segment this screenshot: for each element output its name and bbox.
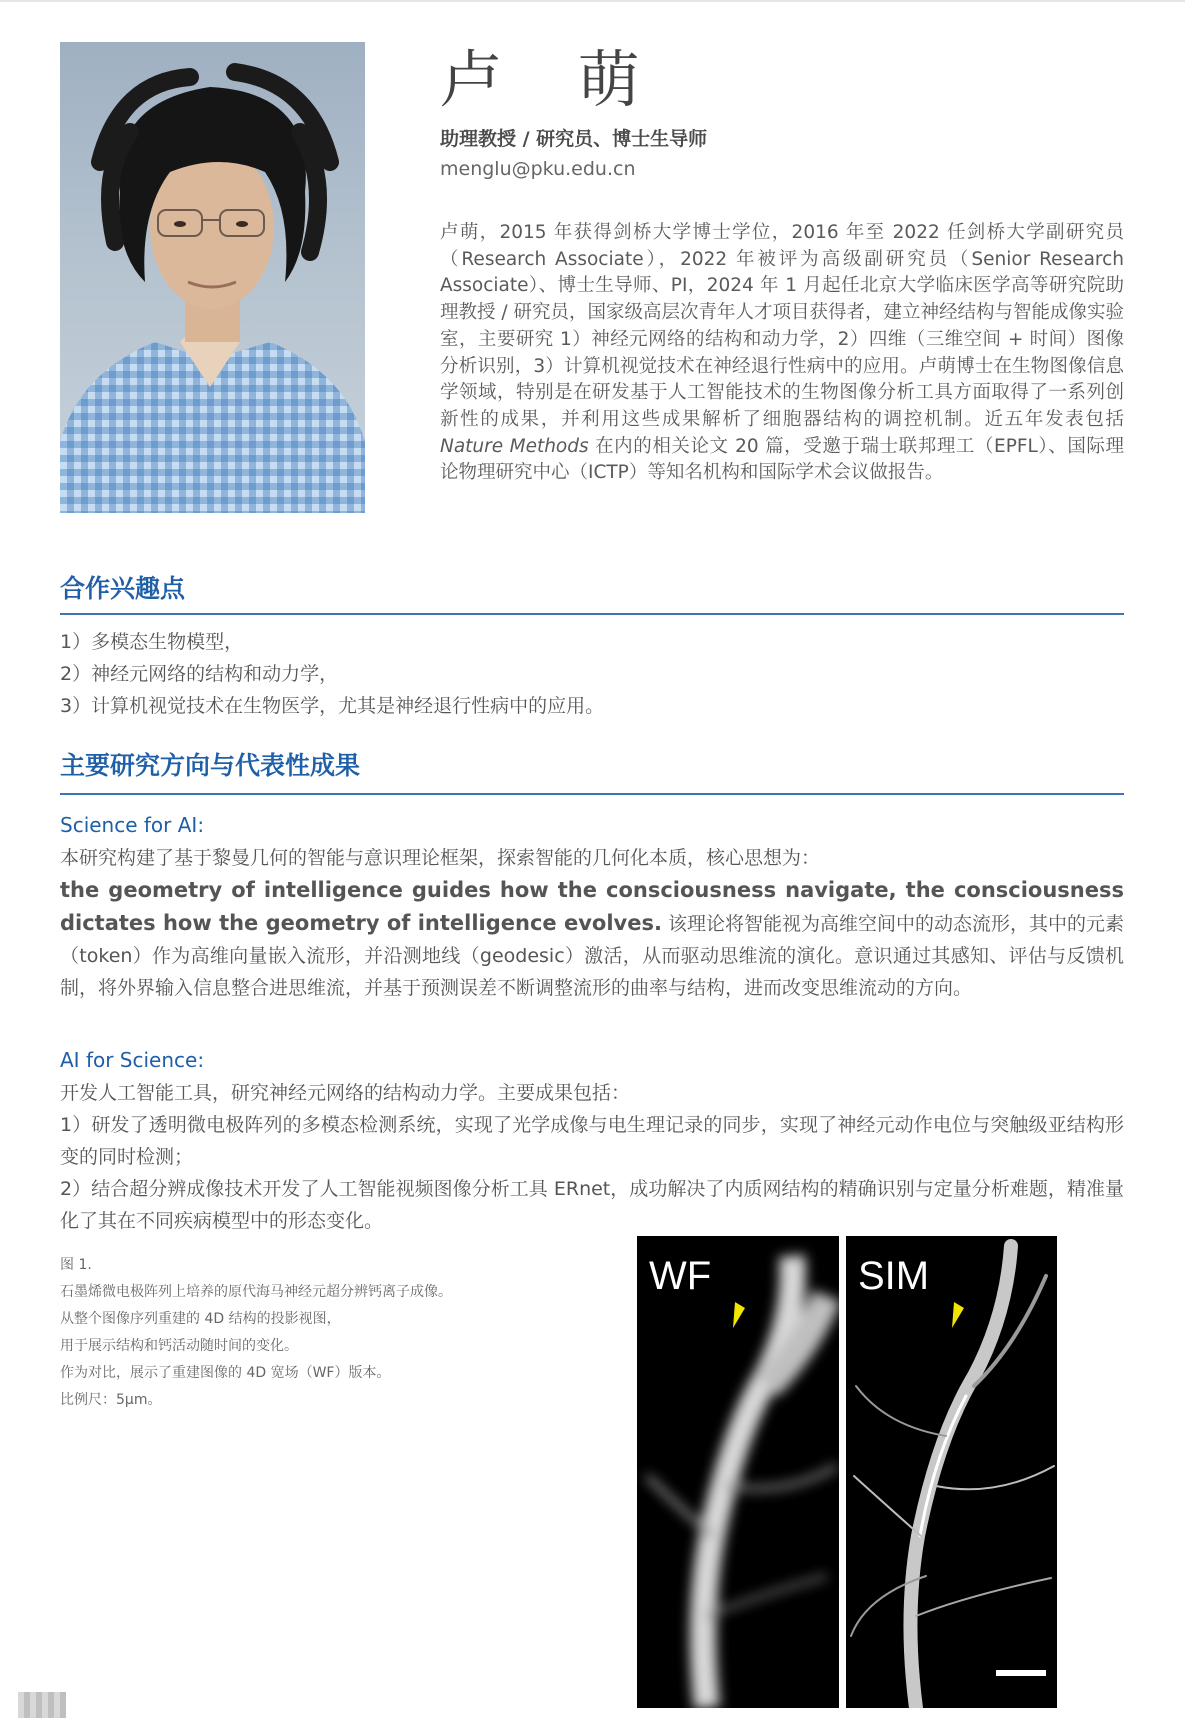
panel-label-wf: WF bbox=[649, 1254, 712, 1298]
collaboration-heading: 合作兴趣点 bbox=[60, 574, 186, 603]
profile-bio bbox=[440, 220, 1124, 487]
caption-line: 用于展示结构和钙活动随时间的变化。 bbox=[60, 1338, 298, 1354]
profile-title: 助理教授 / 研究员、博士生导师 bbox=[440, 128, 708, 150]
collaboration-item: 1）多模态生物模型， bbox=[60, 631, 244, 653]
figure-panel-wf bbox=[637, 1236, 839, 1708]
ai-for-science-intro: 开发人工智能工具，研究神经元网络的结构动力学。主要成果包括： bbox=[60, 1082, 631, 1104]
caption-line: 石墨烯微电极阵列上培养的原代海马神经元超分辨钙离子成像。 bbox=[60, 1284, 452, 1300]
collaboration-rule bbox=[60, 613, 1124, 615]
research-rule bbox=[60, 793, 1124, 795]
collaboration-item: 3）计算机视觉技术在生物医学，尤其是神经退行性病中的应用。 bbox=[60, 695, 605, 717]
profile-photo bbox=[60, 42, 365, 513]
panel-label-sim: SIM bbox=[858, 1254, 930, 1298]
science-for-ai-label: Science for AI: bbox=[60, 813, 205, 837]
ai-for-science-item: 1）研发了透明微电极阵列的多模态检测系统，实现了光学成像与电生理记录的同步，实现了神经元动作电位与突触级亚结构形变的同时检测； bbox=[60, 1114, 1124, 1168]
caption-line: 从整个图像序列重建的 4D 结构的投影视图， bbox=[60, 1311, 341, 1327]
profile-name: 卢 萌 bbox=[440, 43, 668, 116]
bio-journal-name: Nature Methods bbox=[440, 435, 589, 457]
science-for-ai-core-idea: the geometry of intelligence guides how the consciousness navigate, the consciousness dictates how the geometry of intelligence evolves. bbox=[60, 878, 1124, 935]
research-heading: 主要研究方向与代表性成果 bbox=[60, 751, 361, 780]
caption-line: 图 1. bbox=[60, 1257, 92, 1273]
caption-line: 比例尺：5μm。 bbox=[60, 1392, 162, 1408]
profile-email: menglu@pku.edu.cn bbox=[440, 158, 636, 180]
bio-text-part1: 卢萌，2015 年获得剑桥大学博士学位，2016 年至 2022 任剑桥大学副研究员（Research Associate），2022 年被评为高级副研究员（Senior Research Associate）、博士生导师、PI，2024 年 1 月起任北京大学临床医学高等研究院助理教授 / 研究员，国家级高层次青年人才项目获得者，建立神经结构与智能成像实验室，主要研究 1）神经元网络的结构和动力学，2）四维（三维空间 + 时间）图像分析识别，3）计算机视觉技术在神经退行性病中的应用。卢萌博士在生物图像信息学领域，特别是在研发基于人工智能技术的生物图像分析工具方面取得了一系列创新性的成果，并利用这些成果解析了细胞器结构的调控机制。近五年发表包括 bbox=[440, 222, 1124, 430]
caption-line: 作为对比，展示了重建图像的 4D 宽场（WF）版本。 bbox=[60, 1365, 391, 1381]
ai-for-science-item: 2）结合超分辨成像技术开发了人工智能视频图像分析工具 ERnet，成功解决了内质网结构的精确识别与定量分析难题，精准量化了其在不同疾病模型中的形态变化。 bbox=[60, 1178, 1124, 1232]
science-for-ai-body bbox=[60, 874, 1124, 1004]
collaboration-item: 2）神经元网络的结构和动力学， bbox=[60, 663, 339, 685]
science-for-ai-text: 该理论将智能视为高维空间中的动态流形，其中的元素（token）作为高维向量嵌入流形，并沿测地线（geodesic）激活，从而驱动思维流的演化。意识通过其感知、评估与反馈机制，将外界输入信息整合进思维流，并基于预测误差不断调整流形的曲率与结构，进而改变思维流动的方向。 bbox=[60, 913, 1124, 999]
science-for-ai-intro: 本研究构建了基于黎曼几何的智能与意识理论框架，探索智能的几何化本质，核心思想为： bbox=[60, 847, 821, 869]
bio-text-part2: 在内的相关论文 20 篇，受邀于瑞士联邦理工（EPFL）、国际理论物理研究中心（ICTP）等知名机构和国际学术会议做报告。 bbox=[440, 435, 1124, 484]
footer-watermark bbox=[18, 1692, 66, 1718]
top-border bbox=[0, 0, 1185, 2]
figure-caption bbox=[60, 1252, 452, 1414]
ai-for-science-label: AI for Science: bbox=[60, 1048, 205, 1072]
figure-panel-sim bbox=[846, 1236, 1057, 1708]
